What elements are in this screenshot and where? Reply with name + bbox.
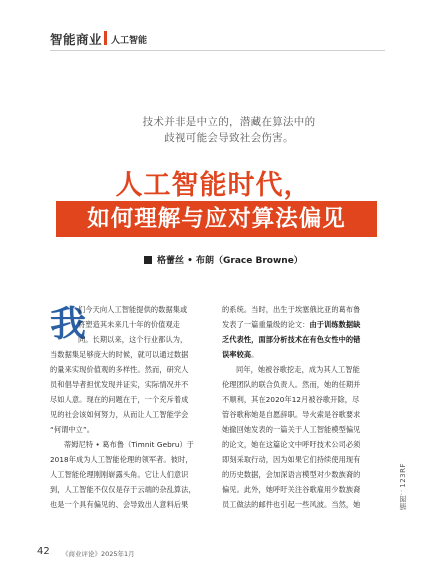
body-line: 尽如人意。现在的问题在于，一个充斥着成	[50, 395, 189, 404]
header-rule	[50, 50, 385, 51]
body-line: 管谷歌称她是自愿辞职。导火索是谷歌要求	[222, 410, 361, 419]
lead-line-1: 技术并非是中立的，潜藏在算法中的	[142, 116, 316, 128]
body-line: 伦理团队的联合负责人。然而，她的任期并	[222, 380, 361, 389]
body-line: 们今天向人工智能提供的数据集或	[78, 305, 188, 314]
body-line: 不顺利，其在2020年12月被谷歌开除，尽	[222, 395, 360, 404]
section-divider-bar	[104, 31, 107, 45]
article-subtitle: 如何理解与应对算法偏见	[87, 206, 346, 232]
body-bold-text: 误率较高	[222, 350, 252, 359]
byline: 格蕾丝 • 布朗（Grace Browne）	[157, 256, 303, 266]
body-line: “何谓中立”。	[50, 425, 95, 434]
body-text: 发表了一篇重量级的论文：	[222, 320, 310, 329]
body-line: 向。长期以来，这个行业都认为，	[78, 335, 188, 344]
body-line: 偏见。此外，她呼吁关注谷歌雇用少数族裔	[222, 485, 361, 494]
body-line: 的论文，她在这篇论文中呼吁技术公司必须	[222, 440, 361, 449]
body-line	[222, 347, 382, 362]
body-bold-text: 由于训练数据缺	[309, 320, 361, 329]
body-line: 将塑造其未来几十年的价值观走	[78, 320, 181, 329]
article-title: 人工智能时代，	[115, 170, 312, 201]
body-line: 员和倡导者担忧发现并证实，实际情况并不	[50, 380, 189, 389]
body-bold-line: 乏代表性，面部分析技术在有色女性中的错	[222, 335, 361, 344]
photo-credit: 插图：123RF	[399, 463, 407, 511]
body-line: 同年，她被谷歌挖走，成为其人工智能	[236, 365, 360, 374]
section-title: 智能商业	[50, 32, 103, 47]
body-column-right	[222, 302, 382, 512]
body-line: 当数据集足够庞大的时候，就可以通过数据	[50, 350, 189, 359]
body-line: 员工做法的邮件也引起一些风波。当然，她	[222, 500, 361, 509]
dropcap: 我	[50, 304, 87, 345]
body-line: 也是一个具有偏见的、会导致出人意料后果	[50, 500, 189, 509]
publication-footer: 《商业评论》2025年1月	[62, 550, 135, 558]
body-line: 的历史数据，会加深语言模型对少数族裔的	[222, 470, 361, 479]
body-column-left	[50, 302, 208, 512]
byline-square-icon	[144, 256, 152, 264]
body-line: 的量来实现价值观的多样性。然而，研究人	[50, 365, 189, 374]
page-number: 42	[37, 546, 50, 557]
body-line: 人工智能伦理刚刚崭露头角。它让人们意识	[50, 470, 189, 479]
body-line: 到，人工智能不仅仅是存于云端的杂乱算法，	[50, 485, 196, 494]
body-line: 2018年成为人工智能伦理的领军者。彼时，	[50, 455, 193, 464]
body-line: 蒂姆尼特 • 葛布鲁（Timnit Gebru）于	[64, 440, 195, 449]
body-line: 即刻采取行动，因为如果它们持续使用现有	[222, 455, 361, 464]
body-line: 见的社会该如何努力，从而让人工智能学会	[50, 410, 189, 419]
lead-line-2: 歧视可能会导致社会伤害。	[164, 132, 294, 144]
body-text: 。	[251, 350, 259, 359]
subsection-title: 人工智能	[111, 36, 148, 46]
body-line: 的系统。当时，出生于埃塞俄比亚的葛布鲁	[222, 305, 361, 314]
body-line	[222, 317, 382, 332]
body-line: 她撤回她发表的一篇关于人工智能模型偏见	[222, 425, 361, 434]
